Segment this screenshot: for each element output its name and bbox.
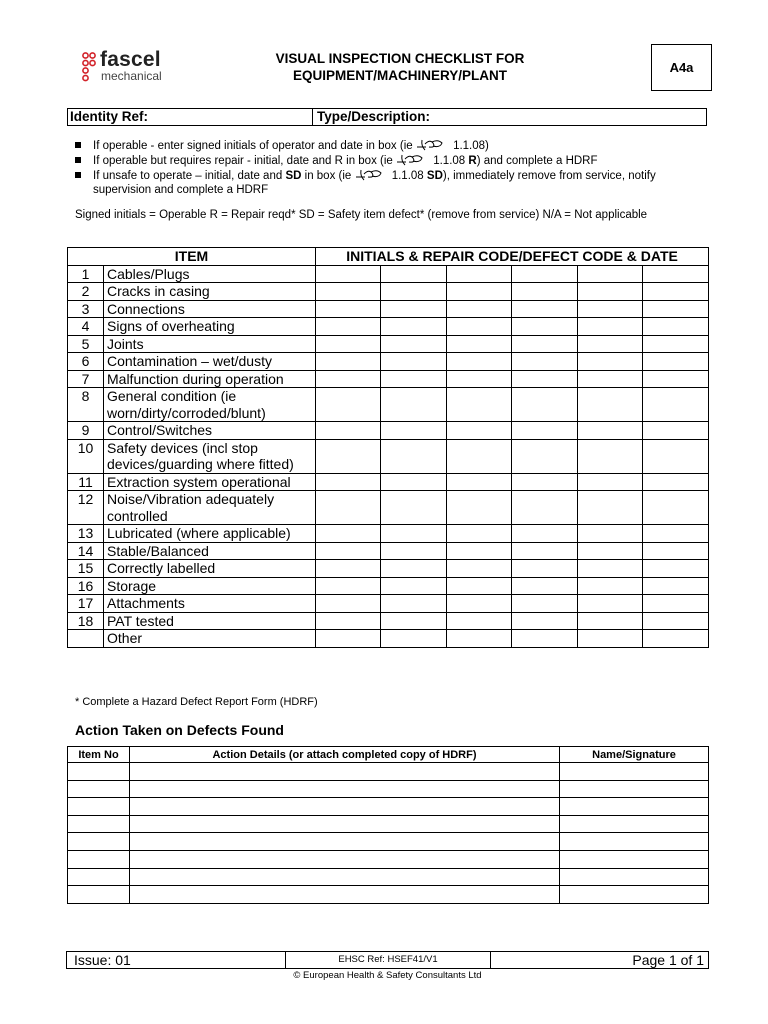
inspection-cell[interactable] xyxy=(447,318,512,336)
title-line-2: EQUIPMENT/MACHINERY/PLANT xyxy=(292,68,507,83)
action-row xyxy=(68,886,709,904)
inspection-cell[interactable] xyxy=(512,388,578,422)
action-item-no-cell[interactable] xyxy=(68,833,130,851)
action-row xyxy=(68,798,709,816)
inspection-cell[interactable] xyxy=(381,473,447,491)
item-number: 11 xyxy=(68,473,104,491)
inspection-cell[interactable] xyxy=(643,630,709,648)
codes-column-header: INITIALS & REPAIR CODE/DEFECT CODE & DATE xyxy=(316,248,709,266)
inspection-cell[interactable] xyxy=(447,370,512,388)
inspection-cell[interactable] xyxy=(316,370,381,388)
inspection-cell[interactable] xyxy=(316,595,381,613)
inspection-cell[interactable] xyxy=(381,612,447,630)
inspection-cell[interactable] xyxy=(512,318,578,336)
inspection-cell[interactable] xyxy=(316,439,381,473)
item-label: Stable/Balanced xyxy=(104,542,316,560)
checklist-row xyxy=(68,370,709,388)
inspection-cell[interactable] xyxy=(578,577,643,595)
checklist-row xyxy=(68,560,709,578)
inspection-cell[interactable] xyxy=(447,595,512,613)
logo-subtitle: mechanical xyxy=(101,69,162,83)
action-details-cell[interactable] xyxy=(130,833,560,851)
action-details-cell[interactable] xyxy=(130,868,560,886)
inspection-cell[interactable] xyxy=(316,491,381,525)
inspection-cell[interactable] xyxy=(578,525,643,543)
action-signature-cell[interactable] xyxy=(560,850,709,868)
action-item-no-cell[interactable] xyxy=(68,850,130,868)
item-label: General condition (ie worn/dirty/corroded/blunt) xyxy=(104,388,316,422)
inspection-cell[interactable] xyxy=(381,542,447,560)
inspection-cell[interactable] xyxy=(447,353,512,371)
item-number: 10 xyxy=(68,439,104,473)
inspection-cell[interactable] xyxy=(447,577,512,595)
inspection-cell[interactable] xyxy=(578,353,643,371)
action-row xyxy=(68,780,709,798)
action-signature-cell[interactable] xyxy=(560,868,709,886)
inspection-cell[interactable] xyxy=(512,542,578,560)
inspection-cell[interactable] xyxy=(381,439,447,473)
inspection-cell[interactable] xyxy=(381,318,447,336)
item-number: 18 xyxy=(68,612,104,630)
action-item-no-cell[interactable] xyxy=(68,886,130,904)
action-item-no-cell[interactable] xyxy=(68,815,130,833)
action-signature-cell[interactable] xyxy=(560,798,709,816)
checklist-row xyxy=(68,283,709,301)
inspection-cell[interactable] xyxy=(447,422,512,440)
inspection-cell[interactable] xyxy=(643,560,709,578)
action-details-cell[interactable] xyxy=(130,850,560,868)
signature-example-icon xyxy=(396,153,430,167)
inspection-cell[interactable] xyxy=(316,283,381,301)
inspection-cell[interactable] xyxy=(512,577,578,595)
inspection-cell[interactable] xyxy=(512,439,578,473)
inspection-cell[interactable] xyxy=(447,560,512,578)
item-label: Noise/Vibration adequately controlled xyxy=(104,491,316,525)
checklist-row xyxy=(68,439,709,473)
inspection-cell[interactable] xyxy=(578,265,643,283)
inspection-cell[interactable] xyxy=(578,630,643,648)
checklist-row xyxy=(68,612,709,630)
inspection-cell[interactable] xyxy=(447,439,512,473)
item-number: 13 xyxy=(68,525,104,543)
inspection-cell[interactable] xyxy=(578,370,643,388)
checklist-row xyxy=(68,318,709,336)
item-label: Cables/Plugs xyxy=(104,265,316,283)
item-column-header: ITEM xyxy=(68,248,316,266)
item-number: 9 xyxy=(68,422,104,440)
inspection-cell[interactable] xyxy=(447,491,512,525)
inspection-cell[interactable] xyxy=(316,525,381,543)
inspection-cell[interactable] xyxy=(381,422,447,440)
inspection-cell[interactable] xyxy=(381,335,447,353)
page-footer xyxy=(66,951,709,969)
inspection-cell[interactable] xyxy=(381,353,447,371)
action-details-cell[interactable] xyxy=(130,763,560,781)
inspection-cell[interactable] xyxy=(643,335,709,353)
inspection-cell[interactable] xyxy=(381,388,447,422)
item-number: 12 xyxy=(68,491,104,525)
action-details-column-header: Action Details (or attach completed copy of HDRF) xyxy=(130,747,560,763)
checklist-row xyxy=(68,422,709,440)
copyright-notice: © European Health & Safety Consultants Ltd xyxy=(293,970,482,981)
inspection-cell[interactable] xyxy=(316,300,381,318)
action-row xyxy=(68,815,709,833)
inspection-cell[interactable] xyxy=(512,370,578,388)
checklist-row xyxy=(68,388,709,422)
page-number: Page 1 of 1 xyxy=(632,952,704,968)
inspection-cell[interactable] xyxy=(512,300,578,318)
inspection-cell[interactable] xyxy=(512,630,578,648)
action-signature-cell[interactable] xyxy=(560,780,709,798)
item-label: Signs of overheating xyxy=(104,318,316,336)
checklist-row xyxy=(68,542,709,560)
inspection-cell[interactable] xyxy=(578,491,643,525)
inspection-cell[interactable] xyxy=(578,560,643,578)
item-label: Correctly labelled xyxy=(104,560,316,578)
action-signature-cell[interactable] xyxy=(560,886,709,904)
logo-dots-icon xyxy=(82,52,96,82)
inspection-cell[interactable] xyxy=(447,473,512,491)
action-details-cell[interactable] xyxy=(130,798,560,816)
checklist-table xyxy=(67,247,709,648)
inspection-cell[interactable] xyxy=(643,388,709,422)
inspection-cell[interactable] xyxy=(381,560,447,578)
inspection-cell[interactable] xyxy=(381,595,447,613)
code-legend: Signed initials = Operable R = Repair reqd* SD = Safety item defect* (remove from service) N/A = Not applicable xyxy=(75,209,648,221)
action-item-no-cell[interactable] xyxy=(68,780,130,798)
inspection-cell[interactable] xyxy=(512,283,578,301)
inspection-cell[interactable] xyxy=(578,283,643,301)
form-code-box: A4a xyxy=(651,44,712,91)
action-row xyxy=(68,850,709,868)
item-number xyxy=(68,630,104,648)
action-details-cell[interactable] xyxy=(130,815,560,833)
logo-name: fascel xyxy=(100,48,161,71)
inspection-cell[interactable] xyxy=(578,335,643,353)
checklist-row xyxy=(68,491,709,525)
issue-number: Issue: 01 xyxy=(67,952,286,968)
action-signature-cell[interactable] xyxy=(560,815,709,833)
title-line-1: VISUAL INSPECTION CHECKLIST FOR xyxy=(275,51,525,66)
inspection-cell[interactable] xyxy=(381,265,447,283)
checklist-row xyxy=(68,577,709,595)
inspection-cell[interactable] xyxy=(578,595,643,613)
inspection-cell[interactable] xyxy=(381,525,447,543)
signature-example-icon xyxy=(416,138,450,152)
item-number: 6 xyxy=(68,353,104,371)
inspection-cell[interactable] xyxy=(316,353,381,371)
item-number: 15 xyxy=(68,560,104,578)
item-number: 17 xyxy=(68,595,104,613)
inspection-cell[interactable] xyxy=(316,473,381,491)
inspection-cell[interactable] xyxy=(512,560,578,578)
action-row xyxy=(68,868,709,886)
item-number: 5 xyxy=(68,335,104,353)
checklist-row xyxy=(68,300,709,318)
inspection-cell[interactable] xyxy=(316,630,381,648)
item-label: PAT tested xyxy=(104,612,316,630)
inspection-cell[interactable] xyxy=(643,595,709,613)
ehsc-reference: EHSC Ref: HSEF41/V1 xyxy=(286,952,491,968)
inspection-cell[interactable] xyxy=(512,335,578,353)
inspection-cell[interactable] xyxy=(447,335,512,353)
inspection-cell[interactable] xyxy=(643,577,709,595)
inspection-cell[interactable] xyxy=(447,630,512,648)
item-number: 4 xyxy=(68,318,104,336)
checklist-row xyxy=(68,525,709,543)
item-label: Cracks in casing xyxy=(104,283,316,301)
action-details-cell[interactable] xyxy=(130,780,560,798)
action-signature-cell[interactable] xyxy=(560,833,709,851)
name-signature-column-header: Name/Signature xyxy=(560,747,709,763)
inspection-cell[interactable] xyxy=(316,612,381,630)
item-label: Control/Switches xyxy=(104,422,316,440)
checklist-header-row xyxy=(68,248,709,266)
inspection-cell[interactable] xyxy=(512,353,578,371)
inspection-cell[interactable] xyxy=(381,370,447,388)
inspection-cell[interactable] xyxy=(512,612,578,630)
square-bullet-icon xyxy=(75,157,81,163)
inspection-cell[interactable] xyxy=(316,560,381,578)
inspection-cell[interactable] xyxy=(643,422,709,440)
action-signature-cell[interactable] xyxy=(560,763,709,781)
item-number: 1 xyxy=(68,265,104,283)
inspection-cell[interactable] xyxy=(643,612,709,630)
checklist-row xyxy=(68,473,709,491)
item-label: Connections xyxy=(104,300,316,318)
item-number: 7 xyxy=(68,370,104,388)
item-label: Joints xyxy=(104,335,316,353)
checklist-row xyxy=(68,595,709,613)
inspection-cell[interactable] xyxy=(512,473,578,491)
action-table xyxy=(67,746,709,904)
inspection-cell[interactable] xyxy=(643,283,709,301)
inspection-cell[interactable] xyxy=(381,300,447,318)
company-logo xyxy=(82,48,202,84)
item-number: 3 xyxy=(68,300,104,318)
inspection-cell[interactable] xyxy=(643,542,709,560)
inspection-cell[interactable] xyxy=(578,318,643,336)
inspection-cell[interactable] xyxy=(643,525,709,543)
action-header-row xyxy=(68,747,709,763)
inspection-cell[interactable] xyxy=(381,630,447,648)
inspection-cell[interactable] xyxy=(578,388,643,422)
identity-ref-field[interactable]: Identity Ref: xyxy=(68,109,313,125)
inspection-cell[interactable] xyxy=(643,300,709,318)
inspection-cell[interactable] xyxy=(578,300,643,318)
footnote: * Complete a Hazard Defect Report Form (HDRF) xyxy=(75,696,318,708)
inspection-cell[interactable] xyxy=(643,353,709,371)
instruction-operable: If operable - enter signed initials of operator and date in box (ie 1.1.08) xyxy=(75,138,705,153)
inspection-cell[interactable] xyxy=(512,595,578,613)
instruction-unsafe: If unsafe to operate – initial, date and SD in box (ie 1.1.08 SD), immediately remove from service, notify supervision and complete a HDRF xyxy=(75,168,705,197)
inspection-cell[interactable] xyxy=(316,577,381,595)
inspection-cell[interactable] xyxy=(512,265,578,283)
inspection-cell[interactable] xyxy=(447,525,512,543)
item-number: 16 xyxy=(68,577,104,595)
item-label: Other xyxy=(104,630,316,648)
action-details-cell[interactable] xyxy=(130,886,560,904)
action-item-no-cell[interactable] xyxy=(68,798,130,816)
checklist-row xyxy=(68,265,709,283)
inspection-cell[interactable] xyxy=(643,370,709,388)
inspection-cell[interactable] xyxy=(643,318,709,336)
inspection-cell[interactable] xyxy=(578,473,643,491)
inspection-cell[interactable] xyxy=(316,335,381,353)
inspection-cell[interactable] xyxy=(316,318,381,336)
item-no-column-header: Item No xyxy=(68,747,130,763)
item-number: 8 xyxy=(68,388,104,422)
inspection-cell[interactable] xyxy=(447,300,512,318)
inspection-cell[interactable] xyxy=(512,525,578,543)
inspection-cell[interactable] xyxy=(578,439,643,473)
inspection-cell[interactable] xyxy=(643,265,709,283)
item-label: Safety devices (incl stop devices/guarding where fitted) xyxy=(104,439,316,473)
signature-example-icon xyxy=(355,168,389,182)
checklist-row xyxy=(68,630,709,648)
identity-row xyxy=(67,108,707,126)
inspection-cell[interactable] xyxy=(381,283,447,301)
instructions-list xyxy=(75,138,705,197)
item-number: 2 xyxy=(68,283,104,301)
action-item-no-cell[interactable] xyxy=(68,868,130,886)
inspection-cell[interactable] xyxy=(643,439,709,473)
action-row xyxy=(68,833,709,851)
inspection-cell[interactable] xyxy=(578,422,643,440)
item-label: Lubricated (where applicable) xyxy=(104,525,316,543)
item-label: Storage xyxy=(104,577,316,595)
inspection-cell[interactable] xyxy=(381,577,447,595)
inspection-cell[interactable] xyxy=(316,265,381,283)
inspection-cell[interactable] xyxy=(447,542,512,560)
inspection-cell[interactable] xyxy=(316,542,381,560)
item-label: Attachments xyxy=(104,595,316,613)
square-bullet-icon xyxy=(75,172,81,178)
inspection-cell[interactable] xyxy=(316,422,381,440)
item-number: 14 xyxy=(68,542,104,560)
inspection-cell[interactable] xyxy=(447,283,512,301)
inspection-cell[interactable] xyxy=(381,491,447,525)
inspection-cell[interactable] xyxy=(447,388,512,422)
actions-section-title: Action Taken on Defects Found xyxy=(75,722,284,738)
action-row xyxy=(68,763,709,781)
inspection-cell[interactable] xyxy=(578,542,643,560)
square-bullet-icon xyxy=(75,142,81,148)
instruction-repair: If operable but requires repair - initial, date and R in box (ie 1.1.08 R) and complete a HDRF xyxy=(75,153,705,168)
checklist-row xyxy=(68,353,709,371)
item-label: Contamination – wet/dusty xyxy=(104,353,316,371)
inspection-cell[interactable] xyxy=(512,422,578,440)
inspection-cell[interactable] xyxy=(643,491,709,525)
page-title xyxy=(230,50,570,84)
inspection-cell[interactable] xyxy=(316,388,381,422)
action-item-no-cell[interactable] xyxy=(68,763,130,781)
type-description-field[interactable]: Type/Description: xyxy=(317,109,431,124)
inspection-cell[interactable] xyxy=(447,612,512,630)
inspection-cell[interactable] xyxy=(578,612,643,630)
inspection-cell[interactable] xyxy=(512,491,578,525)
item-label: Extraction system operational xyxy=(104,473,316,491)
inspection-cell[interactable] xyxy=(447,265,512,283)
item-label: Malfunction during operation xyxy=(104,370,316,388)
checklist-row xyxy=(68,335,709,353)
inspection-cell[interactable] xyxy=(643,473,709,491)
